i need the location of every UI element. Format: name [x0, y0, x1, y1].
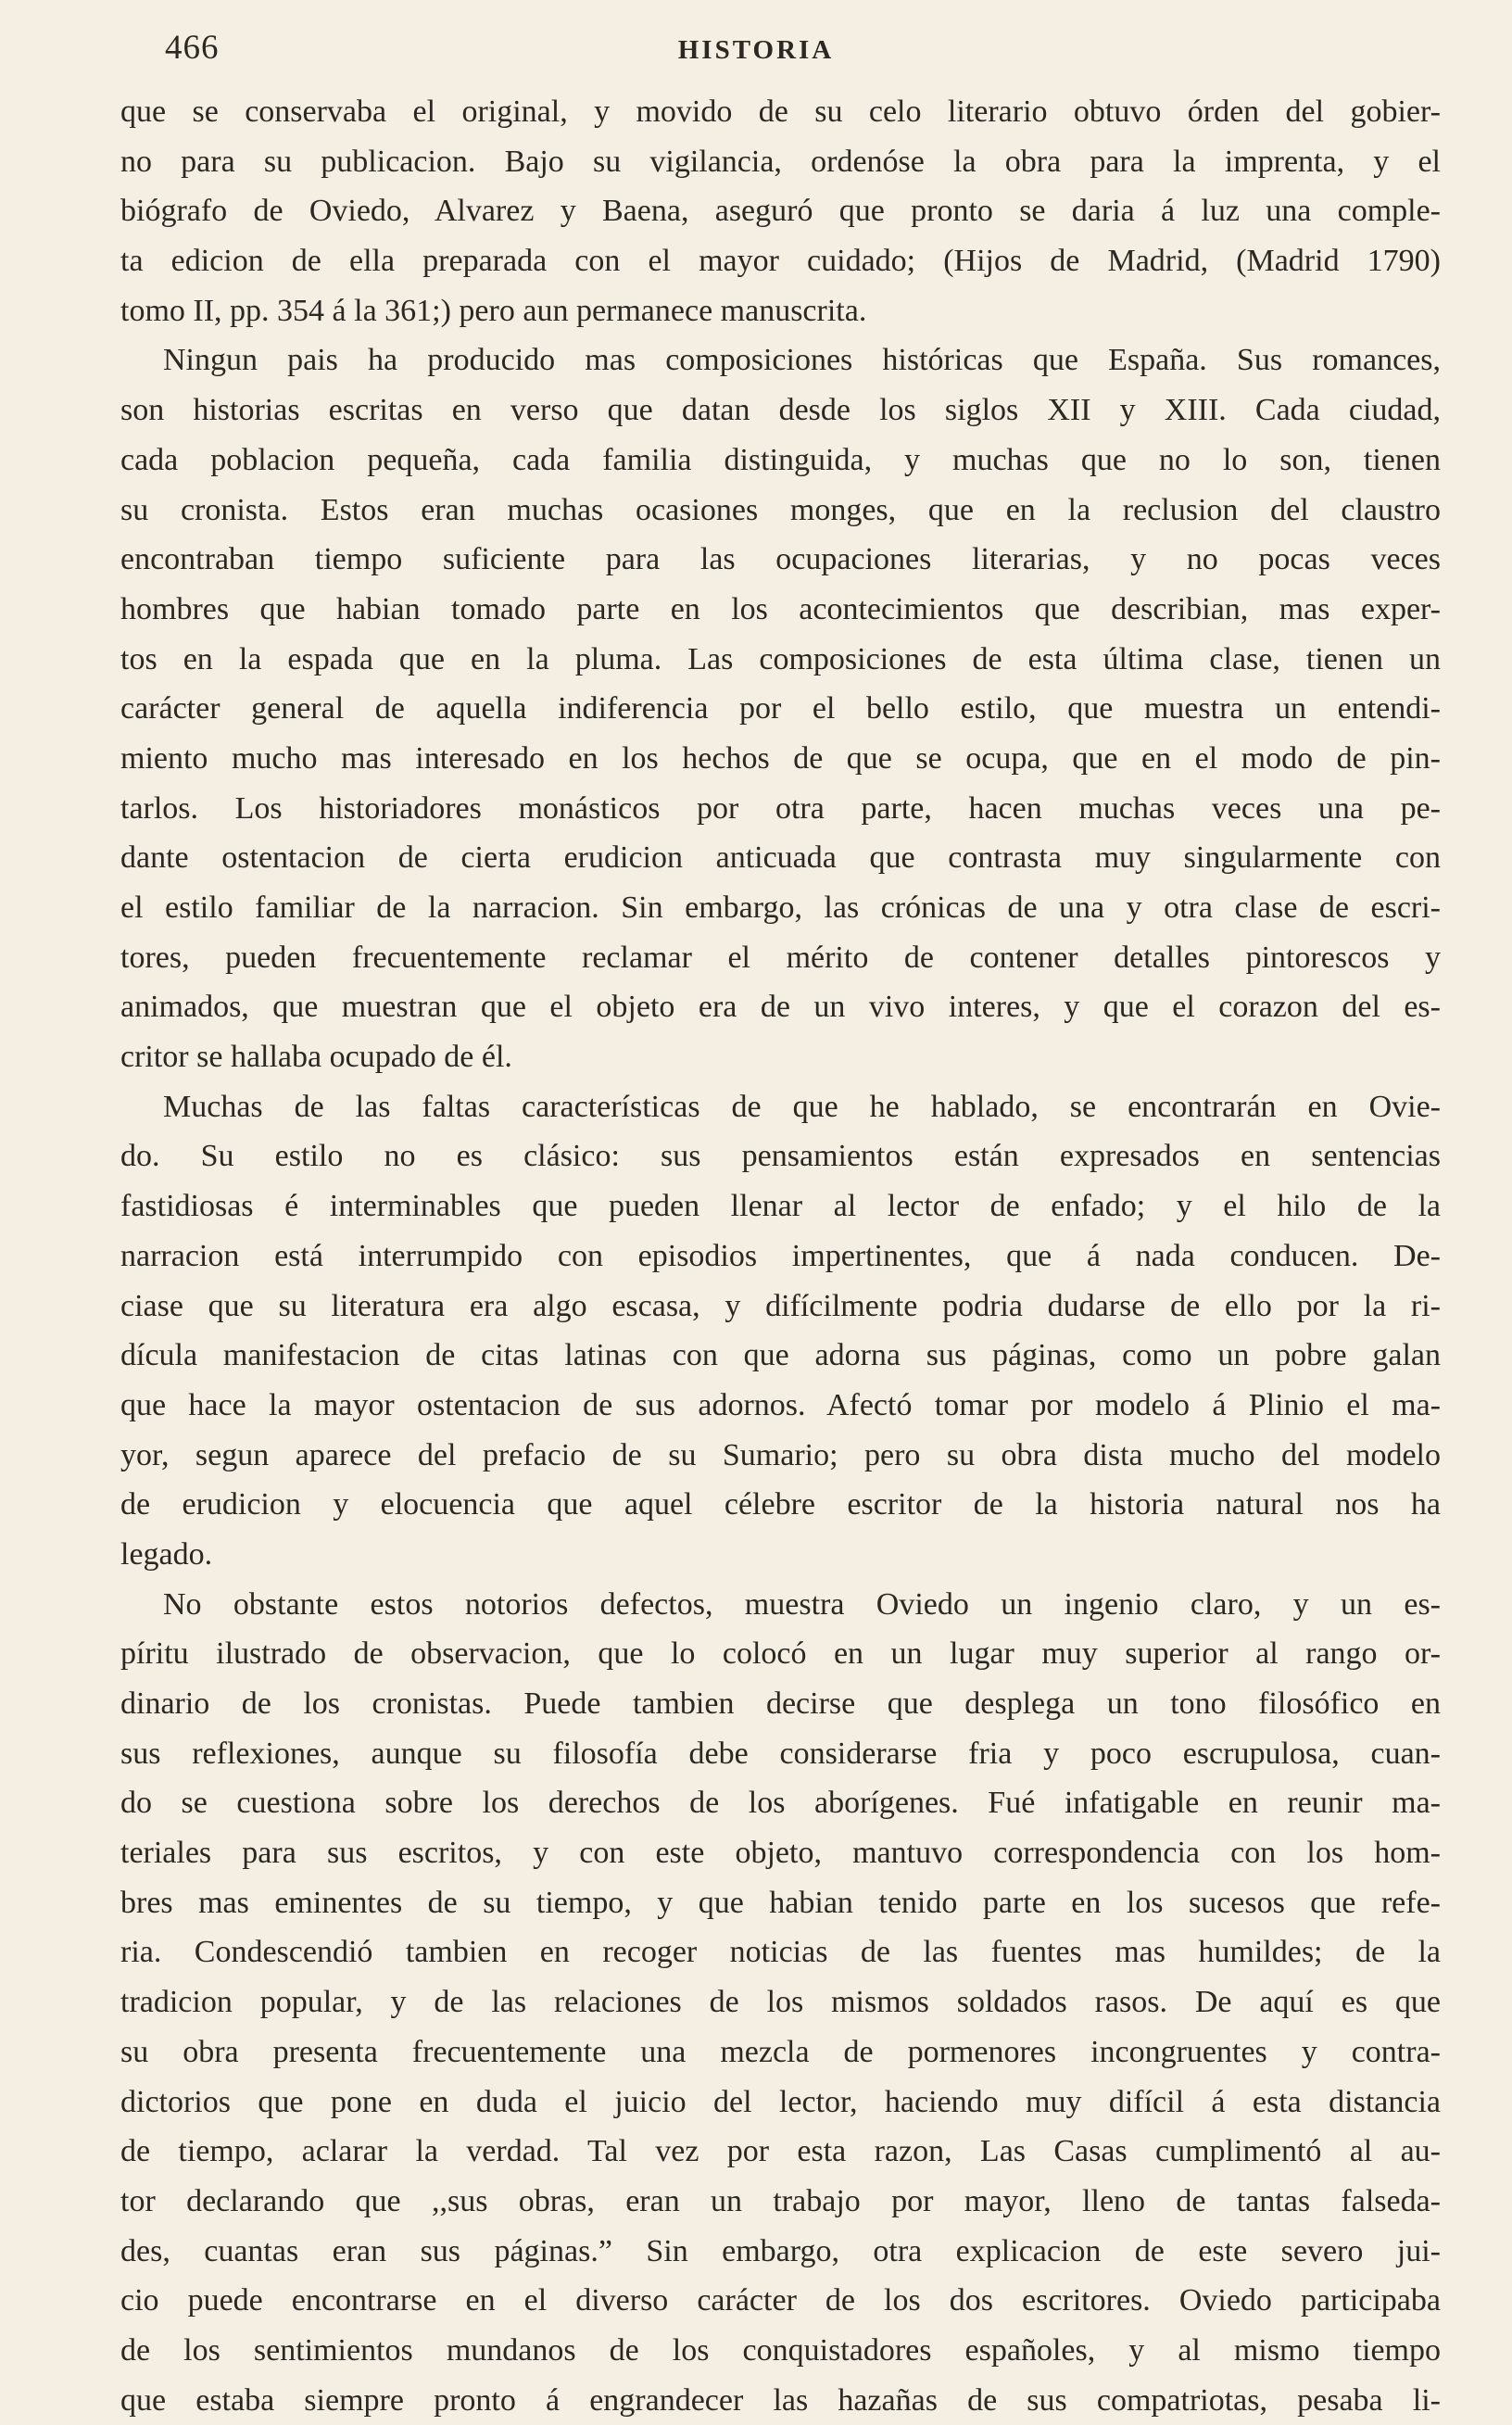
text-line: cio puede encontrarse en el diverso carácter de los dos escritores. Oviedo participaba [120, 2283, 1441, 2318]
text-line: dante ostentacion de cierta erudicion anticuada que contrasta muy singularmente con [120, 840, 1441, 876]
paragraph-start-line: Ningun pais ha producido mas composiciones históricas que España. Sus romances, [163, 343, 1441, 378]
text-line: ta edicion de ella preparada con el mayor cuidado; (Hijos de Madrid, (Madrid 1790) [120, 244, 1441, 279]
text-line: tarlos. Los historiadores monásticos por otra parte, hacen muchas veces una pe- [120, 790, 1441, 826]
text-line: de los sentimientos mundanos de los conquistadores españoles, y al mismo tiempo [120, 2332, 1441, 2368]
text-line: tos en la espada que en la pluma. Las composiciones de esta última clase, tienen un [120, 641, 1441, 676]
page-number: 466 [165, 29, 220, 67]
text-line: píritu ilustrado de observacion, que lo colocó en un lugar muy superior al rango or- [120, 1636, 1441, 1672]
text-line: ria. Condescendió tambien en recoger noticias de las fuentes mas humildes; de la [120, 1935, 1441, 1970]
text-line: critor se hallaba ocupado de él. [120, 1040, 512, 1075]
paragraph-start-line: Muchas de las faltas características de que he hablado, se encontrarán en Ovie- [163, 1089, 1441, 1124]
text-line: tores, pueden frecuentemente reclamar el mérito de contener detalles pintorescos y [120, 940, 1441, 975]
text-line: de tiempo, aclarar la verdad. Tal vez por esta razon, Las Casas cumplimentó al au- [120, 2134, 1441, 2169]
text-line: fastidiosas é interminables que pueden llenar al lector de enfado; y el hilo de la [120, 1189, 1441, 1224]
text-line: dictorios que pone en duda el juicio del lector, haciendo muy difícil á esta distancia [120, 2084, 1441, 2119]
text-line: el estilo familiar de la narracion. Sin embargo, las crónicas de una y otra clase de escri- [120, 890, 1441, 925]
text-line: cada poblacion pequeña, cada familia distinguida, y muchas que no lo son, tienen [120, 442, 1441, 477]
text-line: tomo II, pp. 354 á la 361;) pero aun permanece manuscrita. [120, 293, 867, 328]
text-line: encontraban tiempo suficiente para las ocupaciones literarias, y no pocas veces [120, 542, 1441, 577]
paragraph-start-line: No obstante estos notorios defectos, muestra Oviedo un ingenio claro, y un es- [163, 1586, 1441, 1622]
text-line: que se conservaba el original, y movido de su celo literario obtuvo órden del gobier- [120, 95, 1441, 129]
text-line: animados, que muestran que el objeto era de un vivo interes, y que el corazon del es- [120, 990, 1441, 1025]
text-line: dinario de los cronistas. Puede tambien decirse que desplega un tono filosófico en [120, 1686, 1441, 1721]
text-line: teriales para sus escritos, y con este objeto, mantuvo correspondencia con los hom- [120, 1836, 1441, 1871]
text-line: narracion está interrumpido con episodios impertinentes, que á nada conducen. De- [120, 1238, 1441, 1273]
text-line: hombres que habian tomado parte en los acontecimientos que describian, mas exper- [120, 591, 1441, 626]
text-line: do se cuestiona sobre los derechos de los aborígenes. Fué infatigable en reunir ma- [120, 1786, 1441, 1821]
running-head [0, 28, 1512, 74]
text-line: que hace la mayor ostentacion de sus adornos. Afectó tomar por modelo á Plinio el ma- [120, 1387, 1441, 1422]
text-line: biógrafo de Oviedo, Alvarez y Baena, aseguró que pronto se daria á luz una comple- [120, 194, 1441, 229]
text-line: son historias escritas en verso que datan desde los siglos XII y XIII. Cada ciudad, [120, 393, 1441, 428]
running-title: HISTORIA [677, 35, 835, 65]
text-line: des, cuantas eran sus páginas.” Sin embargo, otra explicacion de este severo jui- [120, 2233, 1441, 2268]
text-line: tradicion popular, y de las relaciones de los mismos soldados rasos. De aquí es que [120, 1985, 1441, 2020]
text-line: legado. [120, 1536, 213, 1572]
text-line: yor, segun aparece del prefacio de su Sumario; pero su obra dista mucho del modelo [120, 1437, 1441, 1472]
text-line: bres mas eminentes de su tiempo, y que habian tenido parte en los sucesos que refe- [120, 1885, 1441, 1920]
text-line: su obra presenta frecuentemente una mezcla de pormenores incongruentes y contra- [120, 2034, 1441, 2069]
text-line: ciase que su literatura era algo escasa, y difícilmente podria dudarse de ello por la ri- [120, 1288, 1441, 1323]
body-text [120, 87, 1441, 2425]
text-line: carácter general de aquella indiferencia por el bello estilo, que muestra un entendi- [120, 691, 1441, 726]
text-line: dícula manifestacion de citas latinas con que adorna sus páginas, como un pobre galan [120, 1338, 1441, 1373]
text-line: de erudicion y elocuencia que aquel célebre escritor de la historia natural nos ha [120, 1487, 1441, 1522]
text-line: miento mucho mas interesado en los hechos de que se ocupa, que en el modo de pin- [120, 740, 1441, 776]
text-line: sus reflexiones, aunque su filosofía debe considerarse fria y poco escrupulosa, cuan- [120, 1736, 1441, 1771]
text-line: que estaba siempre pronto á engrandecer las hazañas de sus compatriotas, pesaba li- [120, 2382, 1441, 2418]
text-line: do. Su estilo no es clásico: sus pensamientos están expresados en sentencias [120, 1139, 1441, 1174]
text-line: no para su publicacion. Bajo su vigilancia, ordenóse la obra para la imprenta, y el [120, 144, 1441, 179]
text-line: tor declarando que ,,sus obras, eran un trabajo por mayor, lleno de tantas falseda- [120, 2183, 1441, 2218]
text-line: su cronista. Estos eran muchas ocasiones monges, que en la reclusion del claustro [120, 492, 1441, 527]
